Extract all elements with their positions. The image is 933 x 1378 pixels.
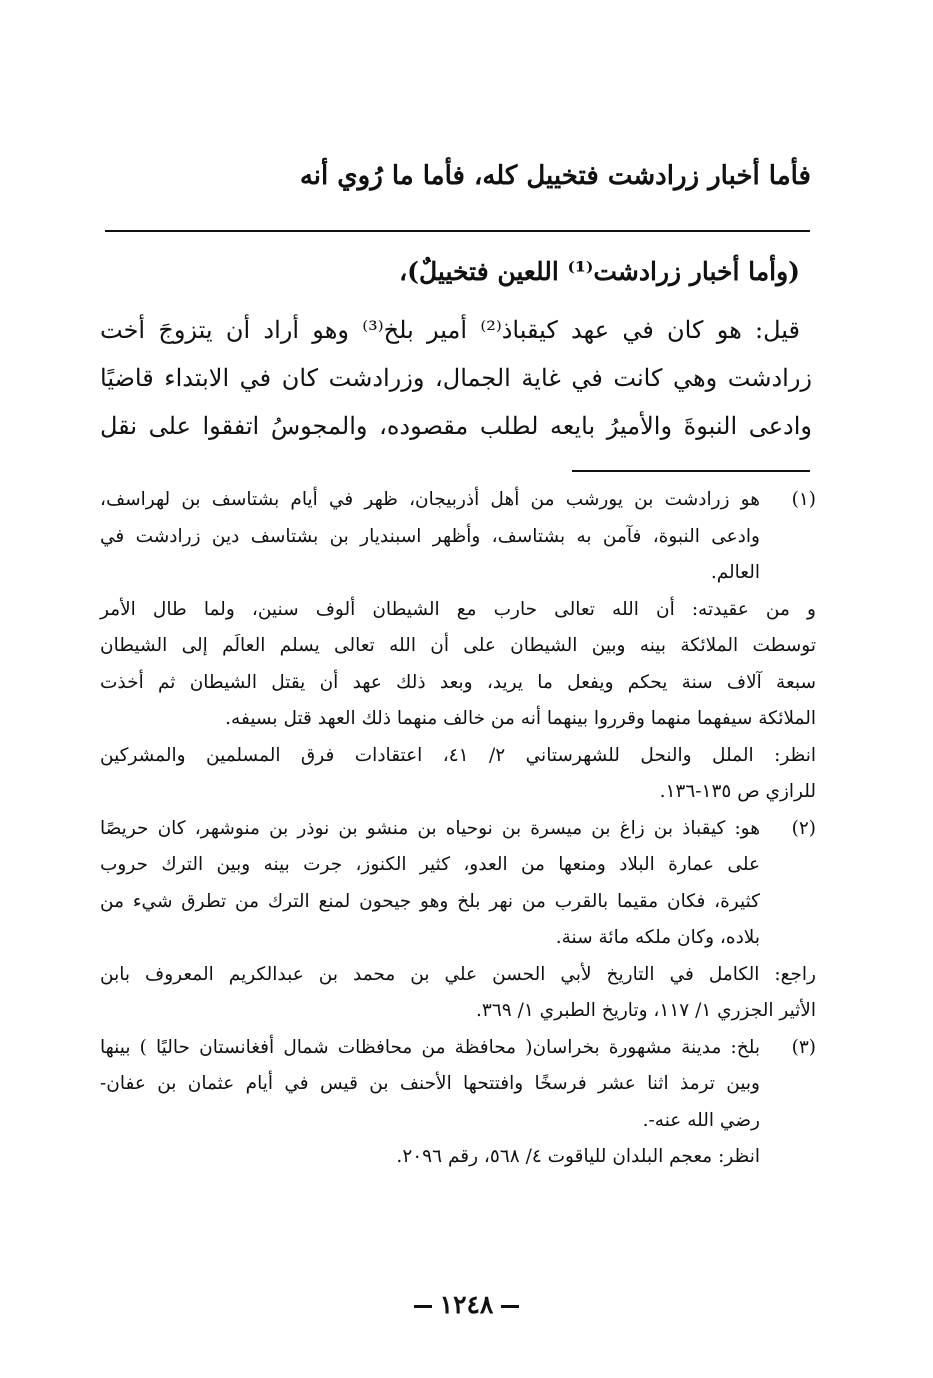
footnote-number: (٢) [791, 817, 816, 839]
footnote-line: بلخ: مدينة مشهورة بخراسان( محافظة من محافظات شمال أفغانستان حاليًا ) بينها [100, 1036, 760, 1058]
footnote-divider [572, 470, 810, 472]
footnote-line: بلاده، وكان ملكه مائة سنة. [555, 927, 760, 948]
footnote-line: وادعى النبوة، فآمن به بشتاسف، وأظهر اسبنديار بن بشتاسف دين زرادشت في [100, 525, 760, 547]
dash-left [501, 1305, 519, 1308]
page-number-value: ١٢٤٨ [439, 1290, 494, 1319]
running-header: فأما أخبار زرادشت فتخييل كله، فأما ما رُوي أنه [299, 161, 811, 191]
section-heading: (وأما أخبار زرادشت⁽¹⁾ اللعين فتخييلٌ)، [399, 257, 800, 286]
footnote-line: الأثير الجزري ١/ ١١٧، وتاريخ الطبري ١/ ٣٦٩. [476, 1000, 816, 1021]
footnote-3 [100, 1030, 816, 1176]
body-line: قيل: هو كان في عهد كيقباذ⁽²⁾ أمير بلخ⁽³⁾ وهو أراد أن يتزوجَ أخت [100, 316, 801, 344]
dash-right [414, 1305, 432, 1308]
footnote-line: وبين ترمذ اثنا عشر فرسخًا وافتتحها الأحنف بن قيس في أيام عثمان بن عفان- [100, 1073, 760, 1094]
footnote-line: توسطت الملائكة بينه وبين الشيطان على أن الله تعالى يسلم العالَم إلى الشيطان [100, 635, 816, 656]
page-number [0, 1290, 933, 1319]
footnotes [100, 482, 816, 1176]
footnote-line: انظر: معجم البلدان للياقوت ٤/ ٥٦٨، رقم ٢٠٩٦. [396, 1146, 760, 1167]
footnote-line: سبعة آلاف سنة يحكم ويفعل ما يريد، وبعد ذلك عهد أن يقتل الشيطان ثم أخذت [100, 671, 816, 693]
footnote-line: هو زرادشت بن يورشب من أهل أذربيجان، ظهر في أيام بشتاسف بن لهراسف، [100, 489, 760, 510]
footnote-line: انظر: الملل والنحل للشهرستاني ٢/ ٤١، اعتقادات فرق المسلمين والمشركين [100, 744, 816, 766]
footnote-line: كثيرة، فكان مقيما بالقرب من نهر بلخ وهو جيحون لمنع الترك من تطرق شيء من [100, 890, 760, 912]
footnote-2 [100, 811, 816, 1030]
footnote-line: للرازي ص ١٣٥-١٣٦. [659, 781, 816, 802]
main-text [100, 248, 812, 450]
footnote-line: هو: كيقباذ بن زاغ بن ميسرة بن نوحياه بن منشو بن نوذر بن منوشهر، كان حريصًا [100, 817, 760, 839]
footnote-line: رضي الله عنه-. [642, 1109, 760, 1131]
footnote-line: على عمارة البلاد ومنعها من العدو، كثير الكنوز، جرت بينه وبين الترك حروب [100, 854, 760, 875]
footnote-line: الملائكة سيفهما منهما وقرروا بينهما أنه من خالف منهما ذلك العهد قتل بسيفه. [225, 708, 816, 729]
body-line: وادعى النبوةَ والأميرُ بايعه لطلب مقصوده، والمجوسُ اتفقوا على نقل [100, 412, 812, 440]
footnote-line: العالم. [710, 562, 760, 583]
footnote-number: (٣) [791, 1036, 816, 1058]
footnote-1 [100, 482, 816, 811]
header-divider [105, 230, 810, 232]
footnote-number: (١) [791, 489, 816, 510]
footnote-line: و من عقيدته: أن الله تعالى حارب مع الشيطان ألوف سنين، ولما طال الأمر [100, 598, 816, 620]
footnote-line: راجع: الكامل في التاريخ لأبي الحسن علي بن محمد بن عبدالكريم المعروف بابن [100, 963, 816, 985]
body-line: زرادشت وهي كانت في غاية الجمال، وزرادشت كان في الابتداء قاضيًا [100, 364, 812, 392]
